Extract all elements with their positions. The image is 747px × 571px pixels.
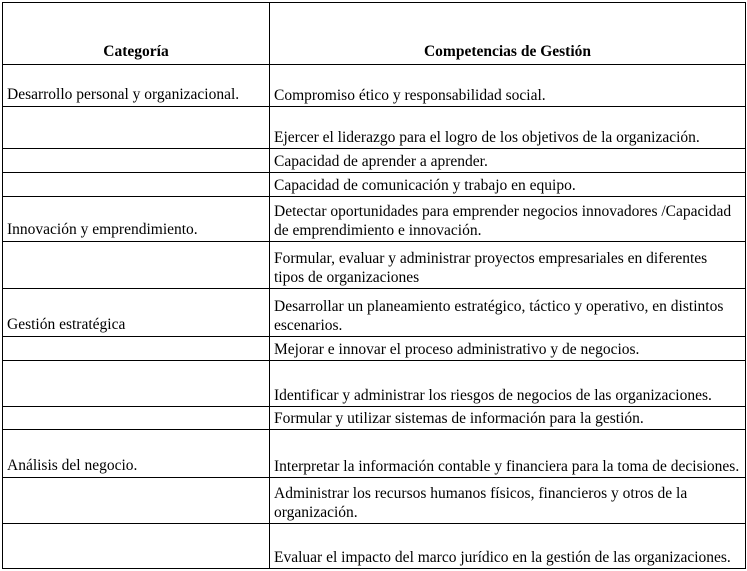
- table-row: [3, 430, 746, 478]
- competencies-table: [2, 2, 746, 569]
- table-row: [3, 361, 746, 407]
- header-row: [3, 3, 746, 65]
- table-row: [3, 478, 746, 524]
- table-row: [3, 242, 746, 289]
- category-cell: Desarrollo personal y organizacional.: [3, 65, 270, 107]
- competency-cell: Ejercer el liderazgo para el logro de los objetivos de la organización.: [270, 107, 746, 149]
- category-cell: Innovación y emprendimiento.: [3, 197, 270, 242]
- category-cell: [3, 361, 270, 407]
- table-row: [3, 524, 746, 569]
- header-competencias: Competencias de Gestión: [270, 3, 746, 65]
- table-row: [3, 173, 746, 197]
- category-cell: [3, 173, 270, 197]
- competencies-table-container: [2, 2, 746, 569]
- competency-cell: Formular y utilizar sistemas de información para la gestión.: [270, 407, 746, 430]
- table-row: [3, 407, 746, 430]
- competency-cell: Evaluar el impacto del marco jurídico en la gestión de las organizaciones.: [270, 524, 746, 569]
- category-cell: Análisis del negocio.: [3, 430, 270, 478]
- category-cell: [3, 149, 270, 173]
- table-row: [3, 107, 746, 149]
- category-cell: Gestión estratégica: [3, 289, 270, 337]
- competency-cell: Interpretar la información contable y financiera para la toma de decisiones.: [270, 430, 746, 478]
- competency-cell: Formular, evaluar y administrar proyectos empresariales en diferentes tipos de organizaciones: [270, 242, 746, 289]
- table-row: [3, 289, 746, 337]
- competency-cell: Desarrollar un planeamiento estratégico, táctico y operativo, en distintos escenarios.: [270, 289, 746, 337]
- category-cell: [3, 107, 270, 149]
- category-cell: [3, 242, 270, 289]
- competency-cell: Detectar oportunidades para emprender negocios innovadores /Capacidad de emprendimiento e innovación.: [270, 197, 746, 242]
- table-row: [3, 149, 746, 173]
- category-cell: [3, 407, 270, 430]
- competency-cell: Mejorar e innovar el proceso administrativo y de negocios.: [270, 337, 746, 361]
- category-cell: [3, 524, 270, 569]
- category-cell: [3, 478, 270, 524]
- competency-cell: Identificar y administrar los riesgos de negocios de las organizaciones.: [270, 361, 746, 407]
- table-row: [3, 197, 746, 242]
- competency-cell: Administrar los recursos humanos físicos, financieros y otros de la organización.: [270, 478, 746, 524]
- competency-cell: Capacidad de comunicación y trabajo en equipo.: [270, 173, 746, 197]
- competency-cell: Capacidad de aprender a aprender.: [270, 149, 746, 173]
- header-categoria: Categoría: [3, 3, 270, 65]
- competency-cell: Compromiso ético y responsabilidad social.: [270, 65, 746, 107]
- table-row: [3, 65, 746, 107]
- category-cell: [3, 337, 270, 361]
- table-row: [3, 337, 746, 361]
